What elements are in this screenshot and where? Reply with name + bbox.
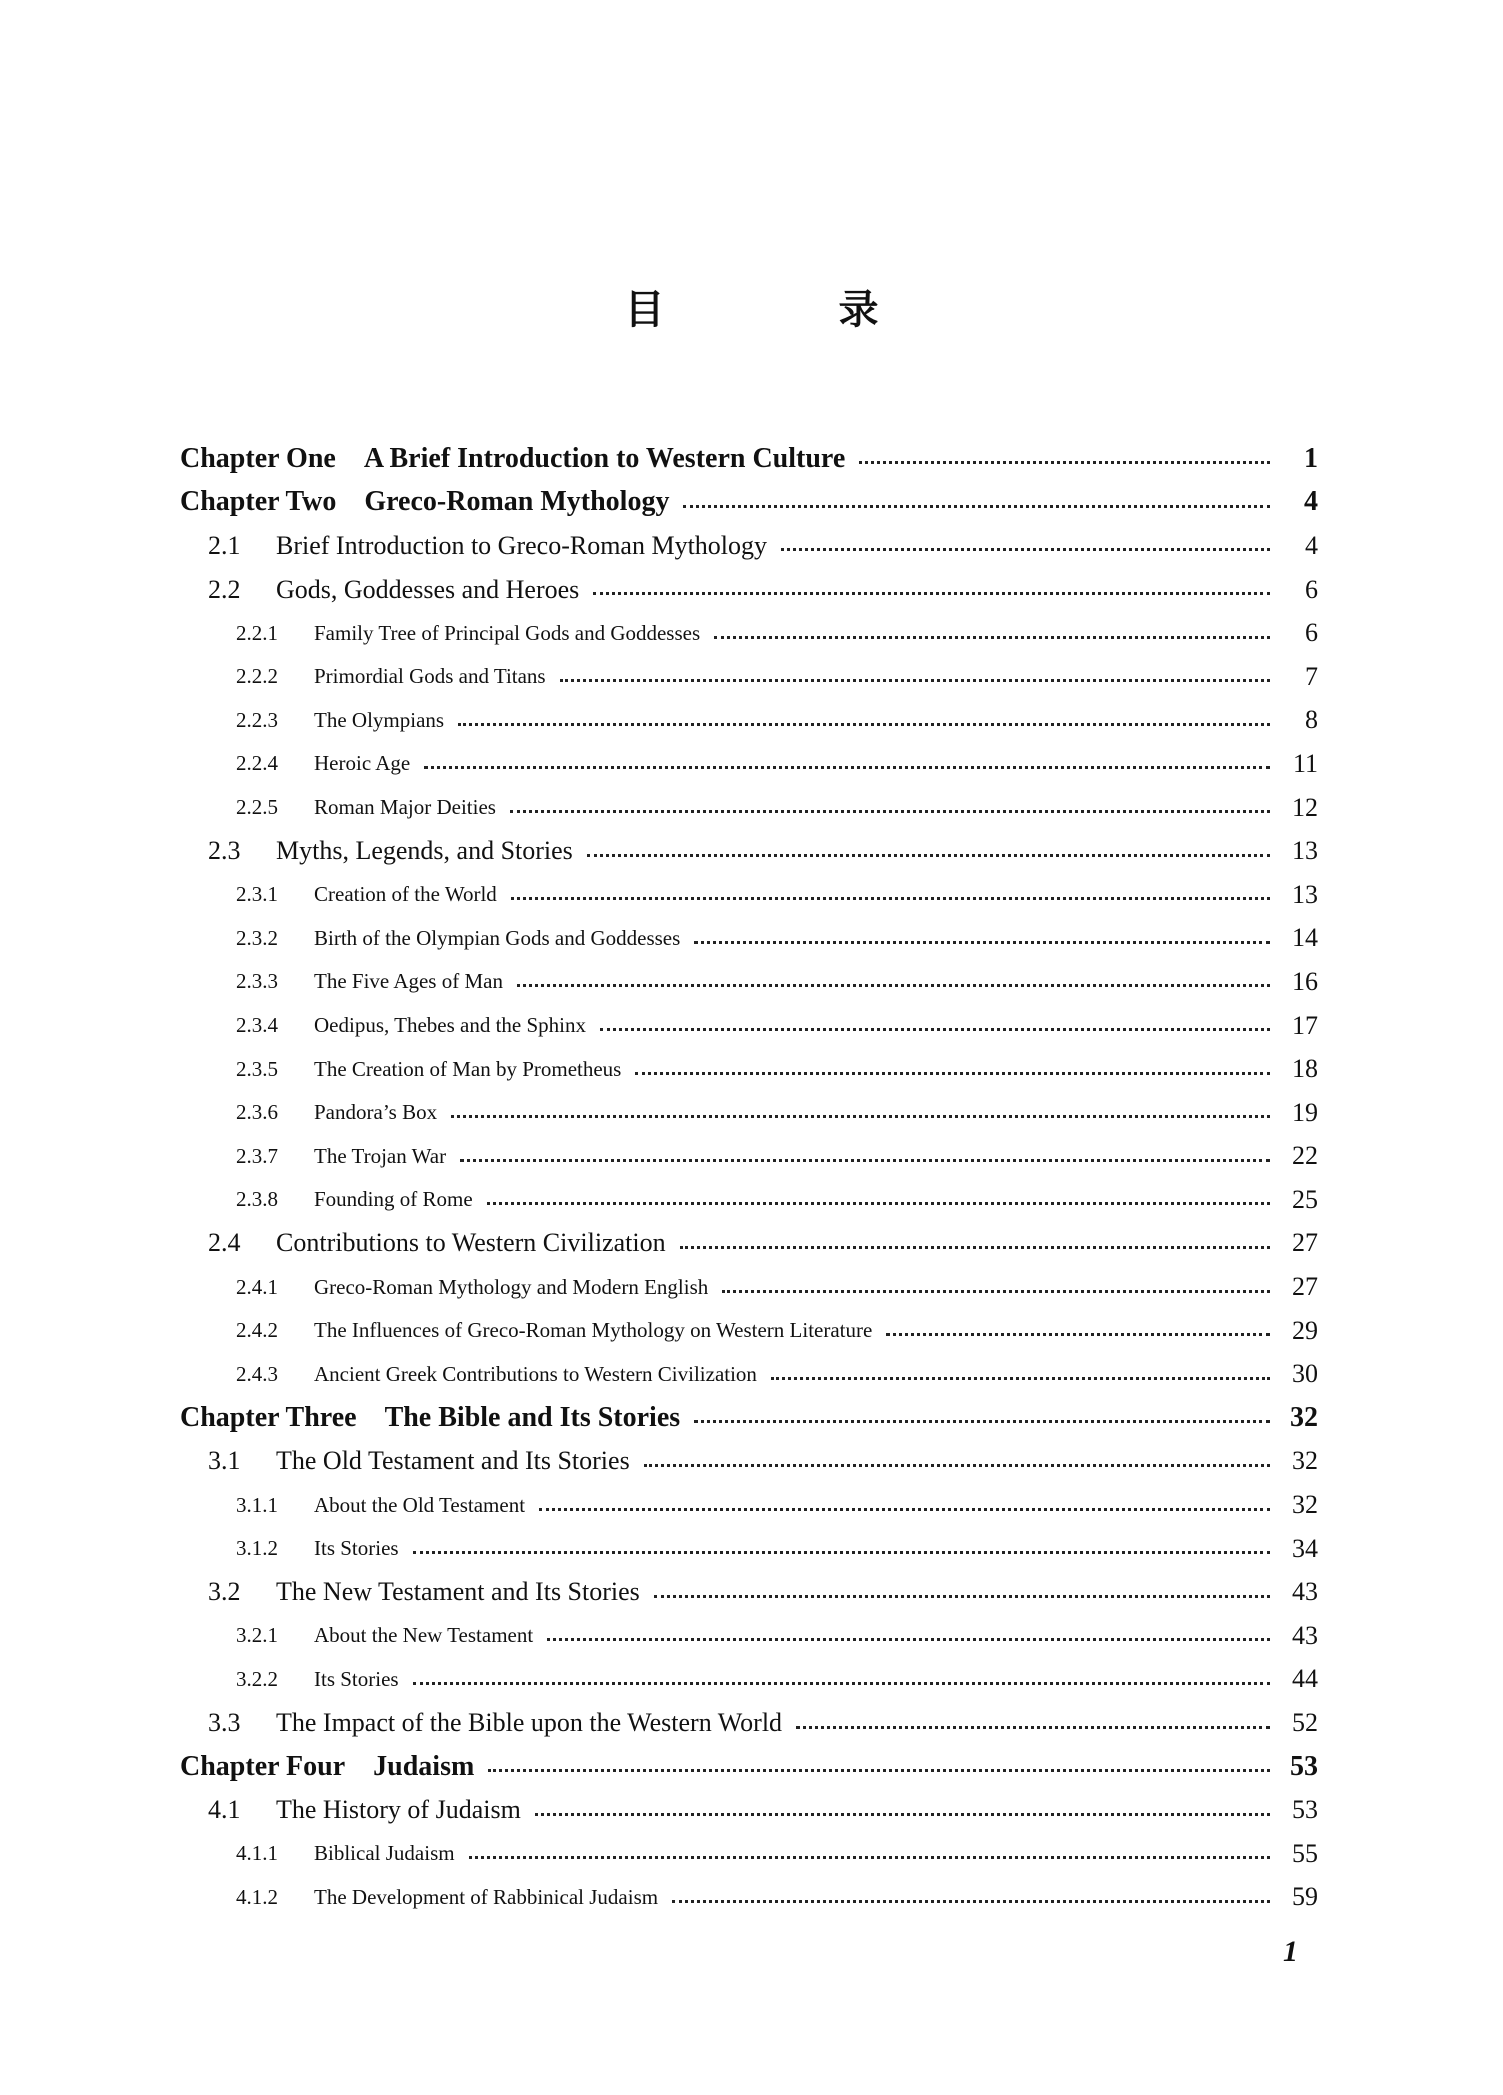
toc-entry-number: 3.3	[208, 1708, 241, 1738]
toc-entry-subsection	[180, 1527, 1318, 1571]
dot-leader	[487, 1202, 1270, 1205]
dot-leader	[635, 1072, 1270, 1075]
dot-leader	[539, 1508, 1270, 1511]
toc-entry-page: 19	[1292, 1097, 1318, 1127]
toc-entry-title: The Old Testament and Its Stories	[276, 1446, 630, 1476]
toc-entry-page: 34	[1292, 1533, 1318, 1563]
toc-entry-page: 16	[1292, 966, 1318, 996]
toc-entry-subsection	[180, 960, 1318, 1004]
dot-leader	[694, 1420, 1270, 1423]
toc-entry-page: 27	[1292, 1272, 1318, 1302]
toc-entry-page: 12	[1292, 792, 1318, 822]
toc-entry-number: Chapter Three	[180, 1401, 357, 1433]
toc-entry-subsection	[180, 1178, 1318, 1222]
toc-entry-page: 6	[1305, 618, 1318, 648]
toc-entry-title: The Olympians	[314, 707, 445, 732]
toc-entry-number: 2.4.1	[236, 1274, 278, 1299]
toc-entry-page: 4	[1305, 530, 1318, 560]
page-title: 目 录	[624, 287, 959, 333]
toc-entry-page: 22	[1292, 1141, 1318, 1171]
dot-leader	[469, 1856, 1270, 1859]
toc-entry-subsection	[180, 1265, 1318, 1309]
toc-entry-number: 2.3.6	[236, 1100, 278, 1125]
toc-entry-page: 13	[1292, 836, 1318, 866]
dot-leader	[781, 548, 1270, 551]
toc-entry-title: The Five Ages of Man	[314, 969, 503, 994]
toc-entry-title: Oedipus, Thebes and the Sphinx	[314, 1013, 586, 1038]
toc-entry-section	[180, 1222, 1318, 1266]
toc-entry-section	[180, 1440, 1318, 1484]
toc-entry-number: 4.1	[208, 1795, 241, 1825]
toc-entry-title: Roman Major Deities	[314, 795, 496, 820]
toc-entry-number: 2.2.2	[236, 664, 278, 689]
toc-entry-page: 43	[1292, 1620, 1318, 1650]
toc-entry-title: Biblical Judaism	[314, 1841, 455, 1866]
toc-entry-number: 3.2	[208, 1577, 241, 1607]
toc-entry-page: 44	[1292, 1664, 1318, 1694]
toc-entry-subsection	[180, 1309, 1318, 1353]
toc-entry-page: 55	[1292, 1838, 1318, 1868]
toc-entry-number: Chapter Two	[180, 486, 337, 518]
toc-entry-number: 2.3.8	[236, 1187, 278, 1212]
table-of-contents	[180, 437, 1318, 1919]
toc-entry-section	[180, 568, 1318, 612]
page-number: 1	[1283, 1935, 1298, 1968]
toc-entry-subsection	[180, 1483, 1318, 1527]
dot-leader	[654, 1595, 1270, 1598]
toc-entry-title: Contributions to Western Civilization	[276, 1228, 666, 1258]
toc-entry-subsection	[180, 1135, 1318, 1179]
toc-entry-page: 32	[1290, 1401, 1318, 1433]
dot-leader	[587, 854, 1270, 857]
toc-entry-number: 2.2.1	[236, 620, 278, 645]
toc-entry-page: 25	[1292, 1184, 1318, 1214]
toc-entry-section	[180, 1788, 1318, 1832]
toc-entry-title: The Development of Rabbinical Judaism	[314, 1884, 659, 1909]
toc-entry-subsection	[180, 1091, 1318, 1135]
toc-entry-page: 30	[1292, 1359, 1318, 1389]
toc-entry-title: Greco-Roman Mythology	[364, 486, 670, 518]
toc-entry-page: 17	[1292, 1010, 1318, 1040]
dot-leader	[672, 1900, 1270, 1903]
toc-entry-subsection	[180, 1614, 1318, 1658]
toc-entry-page: 1	[1304, 442, 1318, 474]
toc-entry-page: 27	[1292, 1228, 1318, 1258]
toc-entry-number: 2.2.4	[236, 751, 278, 776]
toc-entry-subsection	[180, 873, 1318, 917]
toc-entry-number: 4.1.2	[236, 1884, 278, 1909]
toc-entry-number: 4.1.1	[236, 1841, 278, 1866]
dot-leader	[560, 679, 1270, 682]
toc-entry-title: Judaism	[373, 1750, 475, 1782]
toc-entry-title: Primordial Gods and Titans	[314, 664, 546, 689]
dot-leader	[859, 461, 1270, 464]
dot-leader	[458, 723, 1270, 726]
toc-entry-number: 2.3	[208, 836, 241, 866]
toc-entry-subsection	[180, 611, 1318, 655]
toc-entry-page: 32	[1292, 1490, 1318, 1520]
dot-leader	[771, 1377, 1270, 1380]
toc-entry-subsection	[180, 786, 1318, 830]
dot-leader	[722, 1290, 1270, 1293]
toc-entry-page: 7	[1305, 661, 1318, 691]
toc-entry-number: 2.3.5	[236, 1056, 278, 1081]
toc-entry-chapter	[180, 1396, 1318, 1440]
dot-leader	[535, 1813, 1270, 1816]
dot-leader	[517, 984, 1270, 987]
toc-entry-title: Brief Introduction to Greco-Roman Mythology	[276, 530, 768, 560]
dot-leader	[413, 1551, 1270, 1554]
toc-entry-number: 2.4.3	[236, 1361, 278, 1386]
toc-entry-title: Pandora’s Box	[314, 1100, 438, 1125]
toc-entry-title: Heroic Age	[314, 751, 411, 776]
toc-entry-number: 2.3.4	[236, 1013, 278, 1038]
toc-entry-chapter	[180, 437, 1318, 481]
dot-leader	[714, 636, 1270, 639]
toc-entry-section	[180, 524, 1318, 568]
toc-entry-number: 2.3.3	[236, 969, 278, 994]
toc-entry-page: 59	[1292, 1882, 1318, 1912]
toc-entry-subsection	[180, 655, 1318, 699]
toc-entry-number: 2.2.3	[236, 707, 278, 732]
toc-entry-page: 8	[1305, 705, 1318, 735]
toc-entry-number: 3.1	[208, 1446, 241, 1476]
toc-entry-page: 53	[1292, 1795, 1318, 1825]
dot-leader	[547, 1638, 1270, 1641]
toc-entry-subsection	[180, 1352, 1318, 1396]
toc-entry-subsection	[180, 1004, 1318, 1048]
toc-entry-title: Its Stories	[314, 1536, 399, 1561]
dot-leader	[886, 1333, 1270, 1336]
dot-leader	[488, 1769, 1270, 1772]
toc-entry-title: Myths, Legends, and Stories	[276, 836, 573, 866]
toc-entry-title: The Trojan War	[314, 1143, 447, 1168]
toc-entry-number: 3.1.1	[236, 1492, 278, 1517]
toc-entry-chapter	[180, 1745, 1318, 1789]
toc-entry-page: 11	[1292, 748, 1318, 778]
toc-entry-page: 18	[1292, 1054, 1318, 1084]
dot-leader	[680, 1246, 1270, 1249]
toc-entry-title: Founding of Rome	[314, 1187, 473, 1212]
toc-entry-title: Birth of the Olympian Gods and Goddesses	[314, 925, 681, 950]
toc-entry-number: 2.3.2	[236, 925, 278, 950]
toc-entry-number: 2.2.5	[236, 795, 278, 820]
toc-entry-number: 2.4.2	[236, 1318, 278, 1343]
dot-leader	[460, 1159, 1270, 1162]
toc-entry-number: 2.4	[208, 1228, 241, 1258]
toc-entry-section	[180, 1701, 1318, 1745]
dot-leader	[510, 810, 1270, 813]
toc-entry-page: 13	[1292, 879, 1318, 909]
toc-entry-number: 3.1.2	[236, 1536, 278, 1561]
toc-entry-title: The Bible and Its Stories	[384, 1401, 681, 1433]
toc-entry-title: The Influences of Greco-Roman Mythology on Western Literature	[314, 1318, 873, 1343]
toc-entry-section	[180, 829, 1318, 873]
toc-entry-title: Greco-Roman Mythology and Modern English	[314, 1274, 709, 1299]
toc-entry-page: 4	[1304, 486, 1318, 518]
toc-entry-page: 29	[1292, 1315, 1318, 1345]
toc-entry-title: The New Testament and Its Stories	[276, 1577, 640, 1607]
toc-entry-page: 53	[1290, 1750, 1318, 1782]
toc-entry-title: The History of Judaism	[276, 1795, 521, 1825]
toc-entry-number: 2.1	[208, 530, 241, 560]
toc-entry-subsection	[180, 1658, 1318, 1702]
toc-entry-title: Ancient Greek Contributions to Western Civilization	[314, 1361, 757, 1386]
toc-entry-page: 32	[1292, 1446, 1318, 1476]
toc-entry-page: 52	[1292, 1708, 1318, 1738]
toc-entry-page: 14	[1292, 923, 1318, 953]
toc-entry-subsection	[180, 1047, 1318, 1091]
dot-leader	[413, 1682, 1270, 1685]
dot-leader	[644, 1464, 1270, 1467]
dot-leader	[424, 766, 1270, 769]
toc-entry-number: 2.3.1	[236, 882, 278, 907]
dot-leader	[694, 941, 1270, 944]
dot-leader	[600, 1028, 1270, 1031]
toc-entry-title: About the New Testament	[314, 1623, 534, 1648]
toc-entry-number: 3.2.1	[236, 1623, 278, 1648]
toc-entry-title: About the Old Testament	[314, 1492, 526, 1517]
toc-entry-page: 43	[1292, 1577, 1318, 1607]
dot-leader	[683, 505, 1270, 508]
toc-entry-subsection	[180, 1876, 1318, 1920]
toc-entry-number: Chapter Four	[180, 1750, 346, 1782]
toc-entry-section	[180, 1570, 1318, 1614]
toc-entry-subsection	[180, 1832, 1318, 1876]
toc-entry-subsection	[180, 699, 1318, 743]
toc-entry-title: The Impact of the Bible upon the Western World	[276, 1708, 783, 1738]
toc-entry-title: Family Tree of Principal Gods and Goddesses	[314, 620, 701, 645]
dot-leader	[796, 1726, 1270, 1729]
dot-leader	[451, 1115, 1270, 1118]
dot-leader	[511, 897, 1270, 900]
toc-entry-title: A Brief Introduction to Western Culture	[363, 442, 846, 474]
toc-entry-page: 6	[1305, 574, 1318, 604]
toc-entry-subsection	[180, 742, 1318, 786]
toc-entry-title: Its Stories	[314, 1666, 399, 1691]
toc-entry-number: 3.2.2	[236, 1666, 278, 1691]
toc-entry-number: 2.3.7	[236, 1143, 278, 1168]
toc-entry-number: 2.2	[208, 574, 241, 604]
toc-entry-number: Chapter One	[180, 442, 336, 474]
toc-entry-title: Creation of the World	[314, 882, 497, 907]
toc-entry-subsection	[180, 917, 1318, 961]
toc-entry-chapter	[180, 481, 1318, 525]
toc-entry-title: Gods, Goddesses and Heroes	[276, 574, 580, 604]
toc-entry-title: The Creation of Man by Prometheus	[314, 1056, 622, 1081]
dot-leader	[593, 592, 1270, 595]
